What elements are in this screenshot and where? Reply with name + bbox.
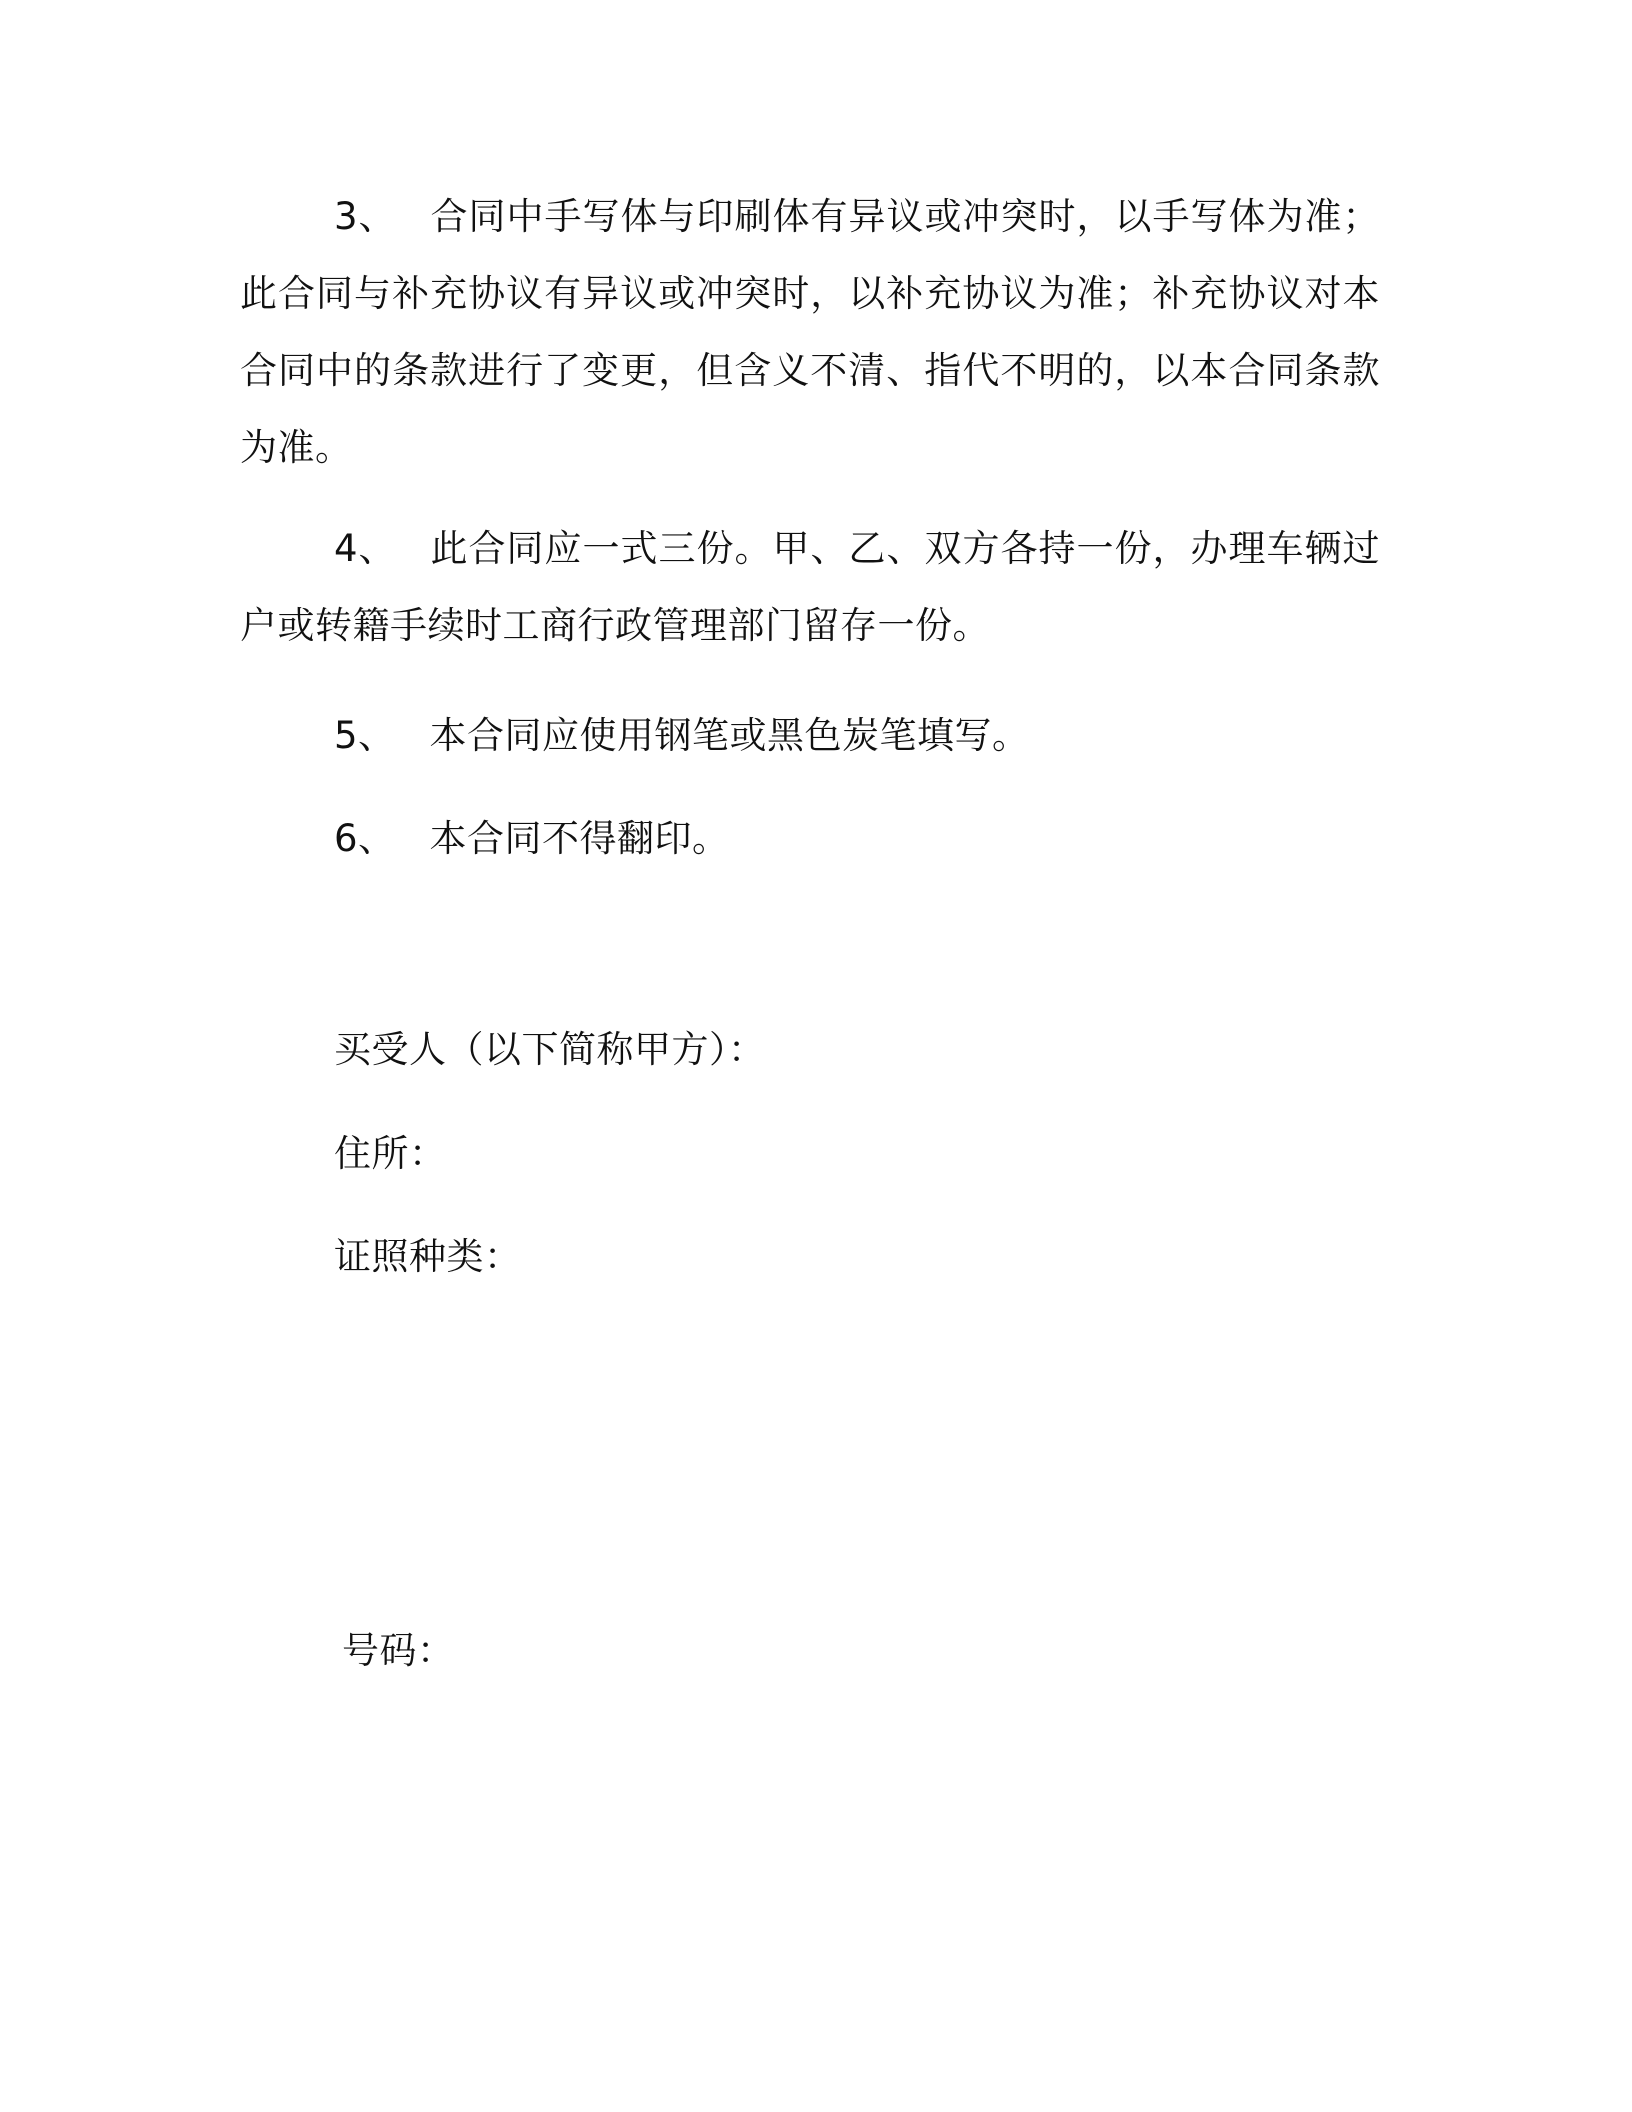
clause-6 [240,800,1380,877]
clause-text: 合同中手写体与印刷体有异议或冲突时，以手写体为准；此合同与补充协议有异议或冲突时，以补充协议为准；补充协议对本合同中的条款进行了变更，但含义不清、指代不明的，以本合同条款为准。 [240,195,1381,469]
clause-number: 3、 [334,195,397,238]
clause-5 [240,697,1380,774]
clause-number: 5、 [334,714,396,757]
id-type-label: 证照种类： [334,1235,522,1278]
address-label: 住所： [334,1132,447,1175]
buyer-label: 买受人（以下简称甲方）： [334,1028,766,1071]
clause-4 [240,510,1380,664]
clause-text: 本合同不得翻印。 [429,817,730,860]
clause-text: 本合同应使用钢笔或黑色炭笔填写。 [429,714,1030,757]
clause-number: 6、 [334,817,396,860]
id-number-label: 号码： [342,1629,455,1672]
clause-text: 此合同应一式三份。甲、乙、双方各持一份，办理车辆过户或转籍手续时工商行政管理部门留存一份。 [240,527,1381,647]
clause-number: 4、 [334,527,397,570]
clause-3 [240,178,1380,486]
